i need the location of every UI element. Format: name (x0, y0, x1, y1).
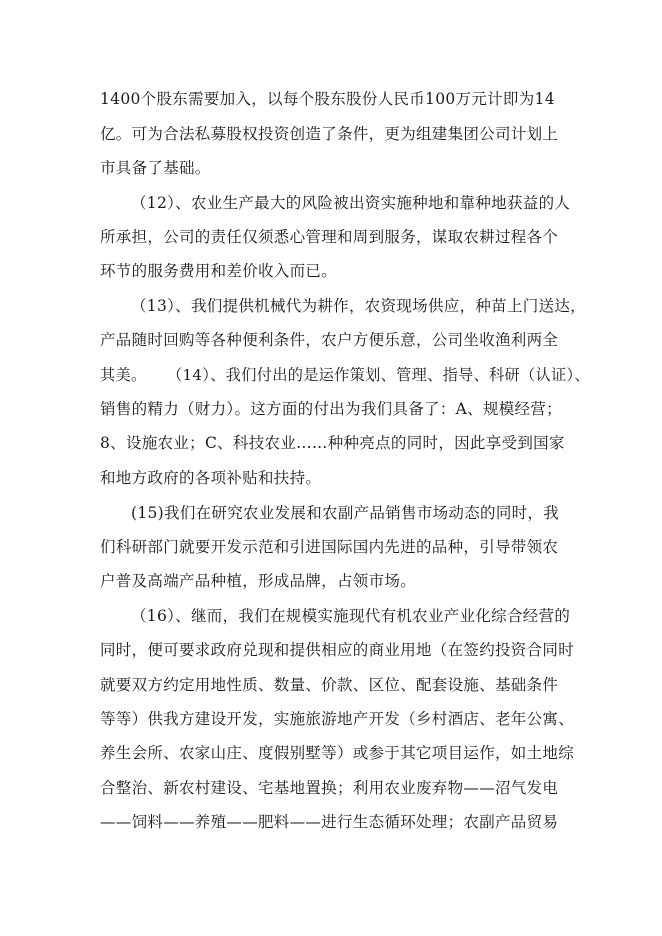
text-line-11: 8、设施农业；C、科技农业……种种亮点的同时，因此享受到国家 (100, 434, 565, 452)
paragraph-16-start: （16）、继而，我们在规模实施现代有机农业产业化综合经营的 (131, 607, 571, 625)
text-line-20: 养生会所、农家山庄、度假别墅等）或参于其它项目运作，如土地综 (100, 744, 575, 762)
text-line-18: 就要双方约定用地性质、数量、价款、区位、配套设施、基础条件 (100, 676, 559, 694)
text-line-15: 户普及高端产品种植，形成品牌，占领市场。 (100, 572, 417, 590)
text-line-8: 产品随时回购等各种便利条件，农户方便乐意，公司坐收渔利两全 (100, 331, 559, 349)
text-line-2: 亿。可为合法私募股权投资创造了条件，更为组建集团公司计划上 (100, 125, 559, 143)
paragraph-15-start: (15)我们在研究农业发展和农副产品销售市场动态的同时，我 (131, 504, 560, 522)
text-line-14: 们科研部门就要开发示范和引进国际国内先进的品种，引导带领农 (100, 538, 559, 556)
text-line-19: 等等）供我方建设开发，实施旅游地产开发（乡村酒店、老年公寓、 (100, 710, 575, 728)
text-line-12: 和地方政府的各项补贴和扶持。 (100, 469, 322, 487)
text-line-9: 其美。 （14）、我们付出的是运作策划、管理、指导、科研（认证）、 (100, 366, 590, 384)
paragraph-13-start: （13）、我们提供机械代为耕作，农资现场供应，种苗上门送达， (131, 297, 586, 315)
text-line-22: ——饲料——养殖——肥料——进行生态循环处理；农副产品贸易 (100, 813, 559, 831)
text-line-1: 1400个股东需要加入，以每个股东股份人民币100万元计即为14 (100, 90, 555, 108)
text-line-21: 合整治、新农村建设、宅基地置换；利用农业废弃物——沼气发电 (100, 779, 559, 797)
text-line-3: 市具备了基础。 (100, 159, 211, 177)
text-line-5: 所承担，公司的责任仅须悉心管理和周到服务，谋取农耕过程各个 (100, 228, 559, 246)
text-line-17: 同时，便可要求政府兑现和提供相应的商业用地（在签约投资合同时 (100, 641, 575, 659)
text-line-10: 销售的精力（财力）。这方面的付出为我们具备了：A、规模经营； (100, 400, 562, 418)
paragraph-12-start: （12）、农业生产最大的风险被出资实施种地和靠种地获益的人 (131, 194, 571, 212)
text-line-6: 环节的服务费用和差价收入而已。 (100, 262, 338, 280)
